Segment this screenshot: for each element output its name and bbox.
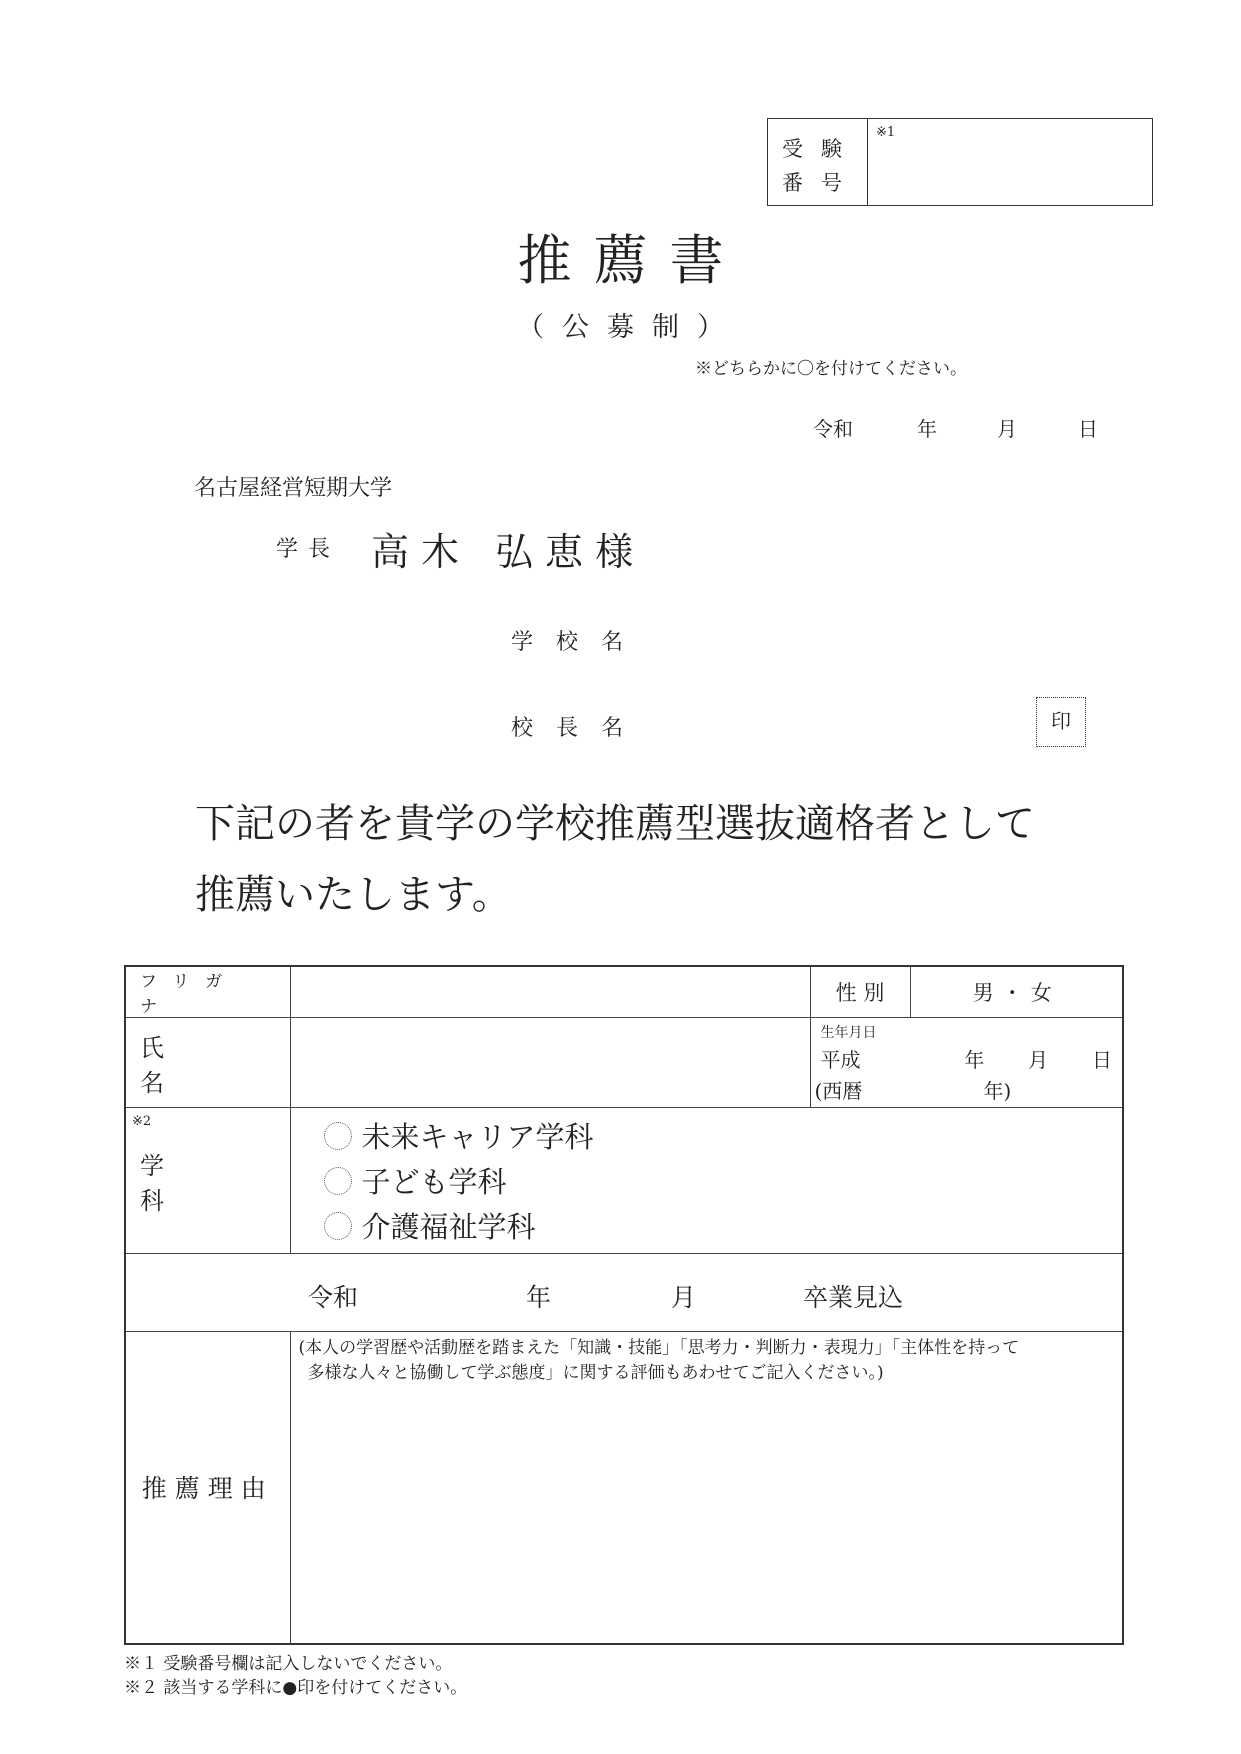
- addressee-role: 学長: [276, 537, 341, 562]
- furigana-label-cell: [125, 966, 290, 1018]
- date-month: 月: [997, 417, 1017, 441]
- graduation-month: 月: [671, 1282, 697, 1312]
- name-label: [126, 1028, 290, 1098]
- name-label-cell: [125, 1018, 290, 1108]
- date-day: 日: [1078, 417, 1098, 441]
- furigana-label: [126, 967, 290, 1017]
- department-label-cell: [125, 1108, 290, 1254]
- department-option-label: 介護福祉学科: [361, 1210, 536, 1244]
- document-subtitle: （公募制）: [517, 312, 742, 343]
- circle-instruction: ※どちらかに〇を付けてください。: [695, 359, 967, 379]
- document-title: 推薦書: [517, 229, 746, 292]
- gender-label: 性 別: [835, 981, 885, 1005]
- birthdate-heading: 生年月日: [820, 1025, 877, 1041]
- addressee-school: 名古屋経営短期大学: [194, 476, 393, 501]
- school-name-label: 学 校 名: [511, 630, 631, 655]
- reason-hint-line1: (本人の学習歴や活動歴を踏まえた「知識・技能」「思考力・判断力・表現力」「主体性を持って: [298, 1338, 1020, 1358]
- footnote-2: ※２ 該当する学科に●印を付けてください。: [124, 1678, 468, 1698]
- statement-line2: 推薦いたします。: [195, 872, 512, 918]
- department-option-label: 子ども学科: [361, 1165, 507, 1199]
- department-label-text: 学科: [140, 1151, 234, 1215]
- footnote-1: ※１ 受験番号欄は記入しないでください。: [124, 1654, 453, 1674]
- department-option-child[interactable]: [324, 1160, 1123, 1201]
- gender-select[interactable]: [910, 966, 1123, 1018]
- exam-number-label: [768, 119, 868, 205]
- exam-number-note: ※1: [876, 125, 896, 140]
- department-note: ※2: [132, 1114, 152, 1129]
- exam-number-label-line1: 受験: [782, 137, 860, 161]
- graduation-cell[interactable]: [125, 1254, 1123, 1332]
- recommendation-form: [124, 965, 1124, 1645]
- birthdate-month: 月: [1028, 1048, 1049, 1072]
- name-label-text: 氏名: [140, 1033, 234, 1097]
- birthdate-day: 日: [1091, 1048, 1112, 1072]
- gender-label-cell: [810, 966, 910, 1018]
- gender-options: 男・女: [972, 981, 1060, 1005]
- birthdate-cell[interactable]: [810, 1018, 1123, 1108]
- graduation-era: 令和: [308, 1282, 359, 1312]
- department-options: [290, 1108, 1123, 1254]
- furigana-input[interactable]: [290, 966, 810, 1018]
- birthdate-western-year: 年): [983, 1079, 1012, 1103]
- reason-label-cell: [125, 1332, 290, 1644]
- date-era: 令和: [813, 417, 853, 441]
- department-label: [126, 1146, 290, 1216]
- reason-hint-line2: 多様な人々と協働して学ぶ態度」に関する評価もあわせてご記入ください。): [307, 1363, 884, 1383]
- circle-marker-icon[interactable]: [324, 1122, 352, 1150]
- department-option-care[interactable]: [324, 1205, 1123, 1246]
- furigana-label-text: フリガナ: [140, 972, 239, 1017]
- date-year: 年: [917, 417, 937, 441]
- exam-number-label-line2: 番号: [782, 171, 860, 195]
- graduation-status: 卒業見込: [803, 1282, 904, 1312]
- principal-name-label: 校 長 名: [511, 716, 631, 741]
- reason-label: 推薦理由: [141, 1474, 274, 1504]
- name-input[interactable]: [290, 1018, 810, 1108]
- birthdate-era: 平成: [820, 1048, 861, 1072]
- exam-number-box: [767, 118, 1153, 206]
- birthdate-western-open: (西暦: [814, 1079, 863, 1103]
- addressee-name: 高木 弘恵様: [371, 530, 646, 574]
- birthdate-year: 年: [964, 1048, 985, 1072]
- graduation-year: 年: [526, 1282, 552, 1312]
- statement-line1: 下記の者を貴学の学校推薦型選抜適格者として: [195, 801, 1035, 847]
- reason-input[interactable]: [290, 1332, 1123, 1644]
- circle-marker-icon[interactable]: [324, 1167, 352, 1195]
- seal-box: 印: [1036, 697, 1086, 747]
- circle-marker-icon[interactable]: [324, 1212, 352, 1240]
- department-option-career[interactable]: [324, 1115, 1123, 1156]
- department-option-label: 未来キャリア学科: [361, 1120, 594, 1154]
